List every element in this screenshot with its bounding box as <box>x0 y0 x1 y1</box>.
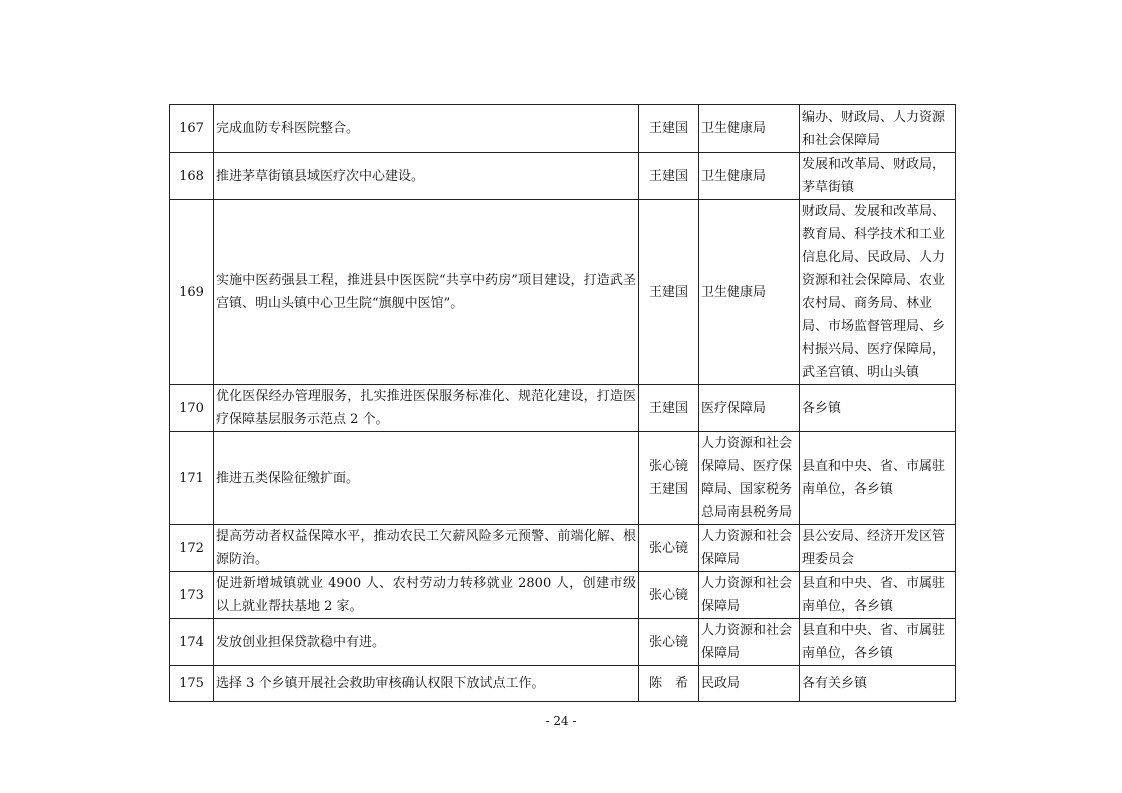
cooperating-units: 县直和中央、省、市属驻南单位，各乡镇 <box>800 432 956 525</box>
table-row <box>170 385 956 432</box>
page-number: - 24 - <box>545 714 577 728</box>
cooperating-units: 发展和改革局、财政局，茅草街镇 <box>800 153 956 200</box>
cooperating-units: 各乡镇 <box>800 385 956 432</box>
row-number: 174 <box>170 619 214 666</box>
row-number: 173 <box>170 572 214 619</box>
responsible-person: 王建国 <box>639 105 699 153</box>
lead-unit: 人力资源和社会保障局 <box>699 572 800 619</box>
task-table <box>169 104 956 702</box>
cooperating-units: 县直和中央、省、市属驻南单位，各乡镇 <box>800 572 956 619</box>
task-description: 选择 3 个乡镇开展社会救助审核确认权限下放试点工作。 <box>214 666 639 702</box>
row-number: 167 <box>170 105 214 153</box>
table-row <box>170 525 956 572</box>
table-row <box>170 432 956 525</box>
task-description: 优化医保经办管理服务，扎实推进医保服务标准化、规范化建设，打造医疗保障基层服务示范点 2 个。 <box>214 385 639 432</box>
table-row <box>170 200 956 385</box>
lead-unit: 人力资源和社会保障局、医疗保障局、国家税务总局南县税务局 <box>699 432 800 525</box>
task-description: 实施中医药强县工程，推进县中医医院“共享中药房”项目建设，打造武圣宫镇、明山头镇中心卫生院“旗舰中医馆”。 <box>214 200 639 385</box>
table-row <box>170 666 956 702</box>
lead-unit: 医疗保障局 <box>699 385 800 432</box>
cooperating-units: 编办、财政局、人力资源和社会保障局 <box>800 105 956 153</box>
task-description: 推进茅草街镇县域医疗次中心建设。 <box>214 153 639 200</box>
row-number: 168 <box>170 153 214 200</box>
task-description: 完成血防专科医院整合。 <box>214 105 639 153</box>
responsible-person: 王建国 <box>639 385 699 432</box>
lead-unit: 卫生健康局 <box>699 105 800 153</box>
responsible-person: 张心镜 <box>639 572 699 619</box>
responsible-person: 张心镜 王建国 <box>639 432 699 525</box>
row-number: 175 <box>170 666 214 702</box>
task-description: 发放创业担保贷款稳中有进。 <box>214 619 639 666</box>
row-number: 172 <box>170 525 214 572</box>
lead-unit: 卫生健康局 <box>699 200 800 385</box>
task-description: 促进新增城镇就业 4900 人、农村劳动力转移就业 2800 人，创建市级以上就业帮扶基地 2 家。 <box>214 572 639 619</box>
task-description: 推进五类保险征缴扩面。 <box>214 432 639 525</box>
table-row <box>170 105 956 153</box>
cooperating-units: 县直和中央、省、市属驻南单位，各乡镇 <box>800 619 956 666</box>
lead-unit: 卫生健康局 <box>699 153 800 200</box>
table-row <box>170 572 956 619</box>
lead-unit: 人力资源和社会保障局 <box>699 619 800 666</box>
row-number: 171 <box>170 432 214 525</box>
cooperating-units: 各有关乡镇 <box>800 666 956 702</box>
table-row <box>170 153 956 200</box>
row-number: 170 <box>170 385 214 432</box>
responsible-person: 张心镜 <box>639 619 699 666</box>
table-row <box>170 619 956 666</box>
responsible-person: 王建国 <box>639 153 699 200</box>
responsible-person: 陈 希 <box>639 666 699 702</box>
responsible-person: 张心镜 <box>639 525 699 572</box>
lead-unit: 人力资源和社会保障局 <box>699 525 800 572</box>
lead-unit: 民政局 <box>699 666 800 702</box>
row-number: 169 <box>170 200 214 385</box>
task-description: 提高劳动者权益保障水平，推动农民工欠薪风险多元预警、前端化解、根源防治。 <box>214 525 639 572</box>
responsible-person: 王建国 <box>639 200 699 385</box>
cooperating-units: 财政局、发展和改革局、教育局、科学技术和工业信息化局、民政局、人力资源和社会保障局、农业农村局、商务局、林业局、市场监督管理局、乡村振兴局、医疗保障局，武圣宫镇、明山头镇 <box>800 200 956 385</box>
cooperating-units: 县公安局、经济开发区管理委员会 <box>800 525 956 572</box>
